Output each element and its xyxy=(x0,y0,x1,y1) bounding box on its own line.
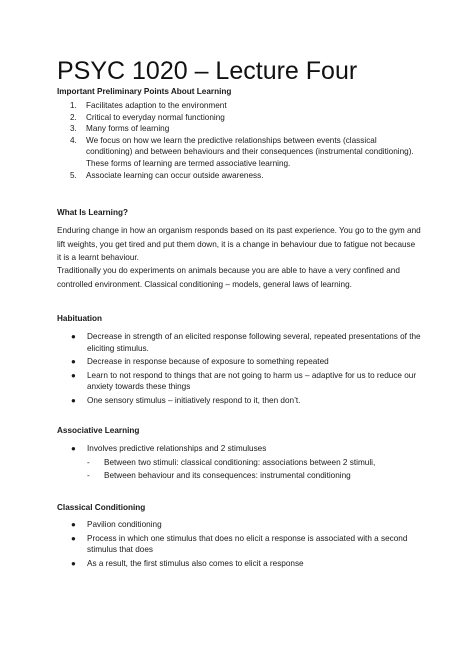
paragraph-line: lift weights, you get tired and put them down, it is a change in behaviour due to fatigue not because xyxy=(57,239,416,249)
bullet-icon: ● xyxy=(71,370,76,380)
list-text: Between two stimuli: classical conditioning: associations between 2 stimuli, xyxy=(104,457,376,467)
list-text: eliciting stimulus. xyxy=(87,343,149,353)
list-text: Pavilion conditioning xyxy=(87,520,162,529)
list-item xyxy=(70,100,420,112)
list-item xyxy=(70,533,420,556)
bullet-icon: ● xyxy=(71,444,76,453)
list-item xyxy=(70,331,420,354)
list-text: We focus on how we learn the predictive relationships between events (classical xyxy=(86,135,377,145)
paragraph-line: controlled environment. Classical conditioning – models, general laws of learning. xyxy=(57,279,352,289)
list-text: As a result, the first stimulus also comes to elicit a response xyxy=(87,558,304,568)
what-heading: What Is Learning? xyxy=(57,208,128,217)
bullet-icon: ● xyxy=(71,558,76,568)
list-item xyxy=(70,558,420,570)
prelim-list xyxy=(70,100,420,181)
list-text: One sensory stimulus – initiatively respond to it, then don’t. xyxy=(87,395,301,405)
dash-marker: - xyxy=(87,471,90,481)
list-item xyxy=(70,135,420,170)
paragraph-line: it is a learnt behaviour. xyxy=(57,253,139,262)
associative-heading: Associative Learning xyxy=(57,426,140,435)
paragraph-line: Enduring change in how an organism responds based on its past experience. You go to the gym and xyxy=(57,226,421,235)
what-paragraph-2 xyxy=(57,264,419,291)
page-title: PSYC 1020 – Lecture Four xyxy=(57,57,358,85)
list-text: Involves predictive relationships and 2 stimuluses xyxy=(87,444,267,453)
list-item xyxy=(70,519,420,531)
bullet-icon: ● xyxy=(71,395,76,405)
list-item xyxy=(70,123,420,135)
bullet-icon: ● xyxy=(71,332,76,341)
dash-marker: - xyxy=(87,457,90,467)
list-number: 4. xyxy=(70,135,77,145)
bullet-icon: ● xyxy=(71,520,76,529)
list-text: Decrease in response because of exposure to something repeated xyxy=(87,357,329,367)
list-number: 1. xyxy=(70,101,77,110)
list-item xyxy=(70,170,420,182)
associative-list xyxy=(70,443,420,484)
classical-heading: Classical Conditioning xyxy=(57,503,146,512)
list-text: These forms of learning are termed associative learning. xyxy=(86,158,291,168)
sub-list-item xyxy=(70,470,420,482)
list-item xyxy=(70,443,420,455)
habituation-list xyxy=(70,331,420,409)
habituation-heading: Habituation xyxy=(57,314,103,323)
list-text: Learn to not respond to things that are not going to harm us – adaptive for us to reduce our xyxy=(87,370,417,380)
list-text: Decrease in strength of an elicited response following several, repeated presentations of the xyxy=(87,332,421,341)
list-text: anxiety towards these things xyxy=(87,382,191,392)
prelim-heading: Important Preliminary Points About Learning xyxy=(57,87,232,96)
list-number: 3. xyxy=(70,124,77,134)
list-text: Critical to everyday normal functioning xyxy=(86,112,225,122)
list-text: Facilitates adaption to the environment xyxy=(86,101,227,110)
sub-list-item xyxy=(70,457,420,469)
list-text: Process in which one stimulus that does no elicit a response is associated with a second xyxy=(87,533,408,543)
list-text: Many forms of learning xyxy=(86,124,170,134)
list-number: 5. xyxy=(70,170,77,180)
list-item xyxy=(70,356,420,368)
list-item xyxy=(70,395,420,407)
list-text: Associate learning can occur outside awareness. xyxy=(86,170,264,180)
list-number: 2. xyxy=(70,112,77,122)
what-paragraph-1 xyxy=(57,224,419,265)
classical-list xyxy=(70,519,420,571)
list-text: Between behaviour and its consequences: instrumental conditioning xyxy=(104,471,351,481)
bullet-icon: ● xyxy=(71,357,76,367)
list-item xyxy=(70,112,420,124)
list-item xyxy=(70,370,420,393)
list-text: stimulus that does xyxy=(87,545,153,555)
bullet-icon: ● xyxy=(71,533,76,543)
list-text: conditioning) and between behaviours and their consequences (instrumental conditioning). xyxy=(86,147,414,157)
paragraph-line: Traditionally you do experiments on animals because you are able to have a very confined and xyxy=(57,266,400,275)
